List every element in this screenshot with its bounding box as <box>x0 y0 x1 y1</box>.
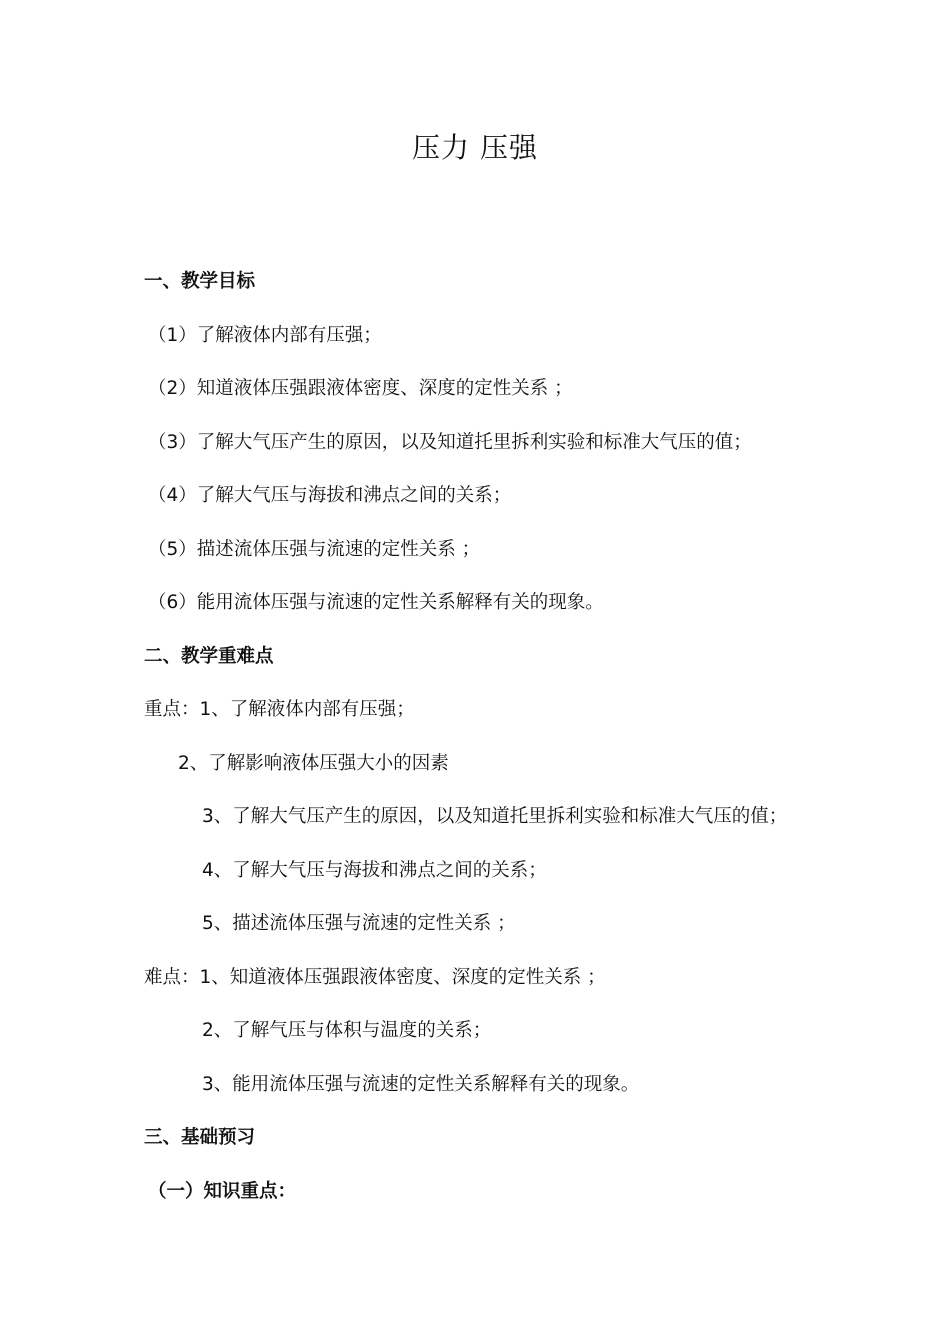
key-point-3: 3、了解大气压产生的原因，以及知道托里拆利实验和标准大气压的值； <box>202 806 788 827</box>
objective-item-4: （4）了解大气压与海拔和沸点之间的关系； <box>148 485 512 506</box>
section-heading-objectives: 一、教学目标 <box>144 271 256 292</box>
key-point-5: 5、描述流体压强与流速的定性关系 ； <box>202 913 516 934</box>
key-point-4: 4、了解大气压与海拔和沸点之间的关系； <box>202 860 547 881</box>
key-point-1: 重点：1、了解液体内部有压强； <box>144 699 415 720</box>
objective-item-1: （1）了解液体内部有压强； <box>148 325 382 346</box>
section-heading-preview: 三、基础预习 <box>144 1127 256 1148</box>
key-point-2: 2、了解影响液体压强大小的因素 <box>178 753 449 774</box>
objective-item-3: （3）了解大气压产生的原因，以及知道托里拆利实验和标准大气压的值； <box>148 432 752 453</box>
objective-item-6: （6）能用流体压强与流速的定性关系解释有关的现象。 <box>148 592 604 613</box>
section-heading-key-difficult: 二、教学重难点 <box>144 646 274 667</box>
difficult-point-3: 3、能用流体压强与流速的定性关系解释有关的现象。 <box>202 1074 640 1095</box>
objective-item-5: （5）描述流体压强与流速的定性关系 ； <box>148 539 481 560</box>
difficult-point-2: 2、了解气压与体积与温度的关系； <box>202 1020 492 1041</box>
page-title: 压力 压强 <box>412 131 538 164</box>
objective-item-2: （2）知道液体压强跟液体密度、深度的定性关系 ； <box>148 378 573 399</box>
difficult-point-1: 难点：1、知道液体压强跟液体密度、深度的定性关系 ； <box>144 967 606 988</box>
subheading-knowledge-points: （一）知识重点： <box>148 1181 297 1202</box>
